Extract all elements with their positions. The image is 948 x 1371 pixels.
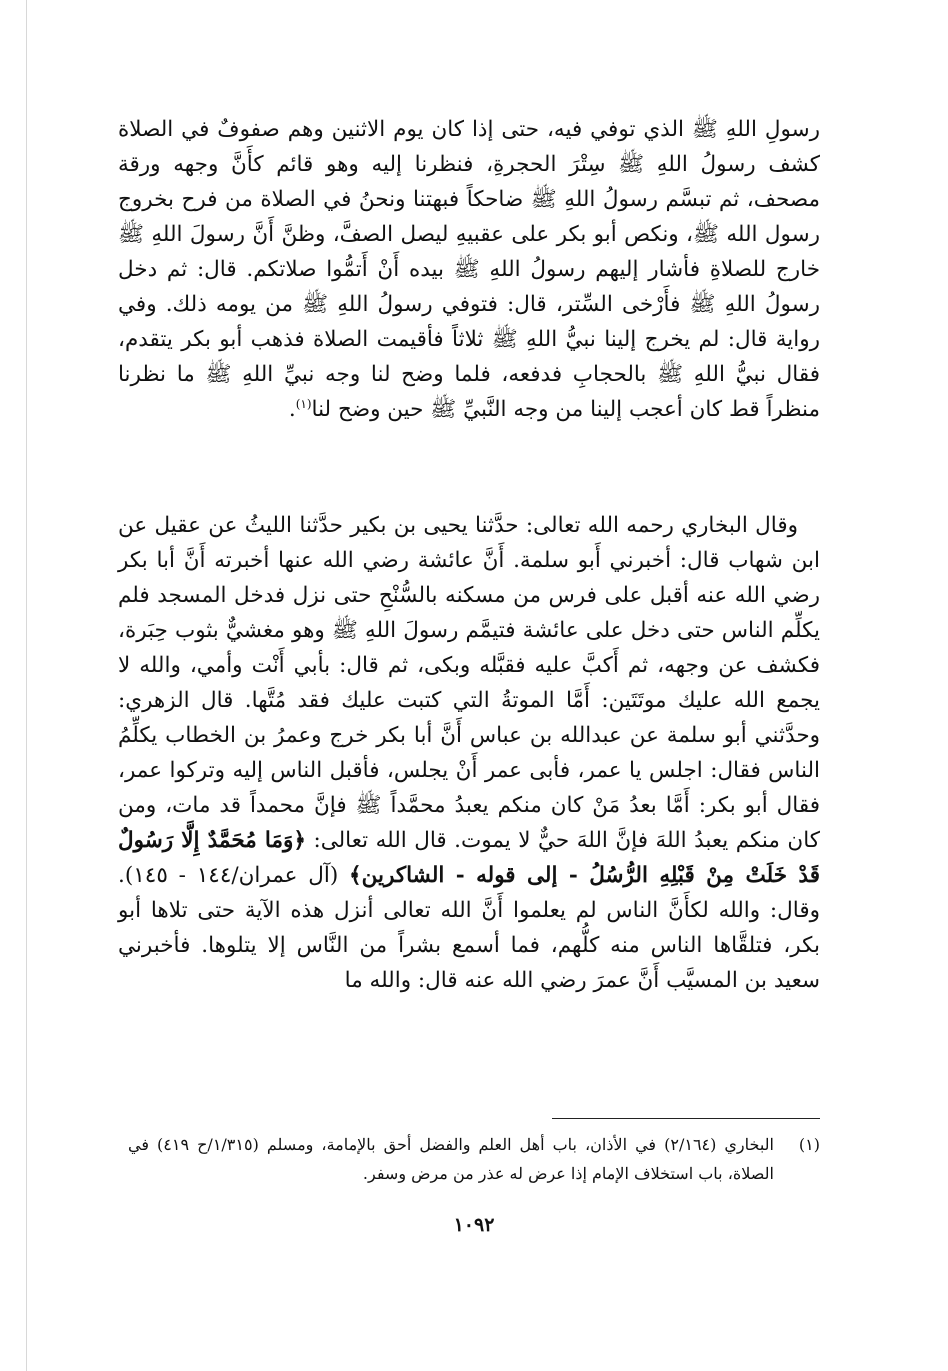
footnote [128,1130,820,1188]
paragraph-text [118,508,820,998]
paragraph-body-continued: (آل عمران/١٤٤ - ١٤٥). وقال: والله لكأَنَّ الناس لم يعلموا أَنَّ الله تعالى أنزل هذه الآية حتى تلاها أبو بكر، فتلقَّاها الناس منه كلُّهم، فما أسمع بشراً من النَّاس إلا يتلوها. فأخبرني سعيد بن المسيَّب أَنَّ عمرَ رضي الله عنه قال: والله ما [118,863,820,993]
footnote-text: البخاري (٢/١٦٤) في الأذان، باب أهل العلم والفضل أحق بالإمامة، ومسلم (١/٣١٥/ح ٤١٩) في الصلاة، باب استخلاف الإمام إذا عرض له عذر من مرض وسفر. [128,1135,775,1183]
quran-verse: ﴿وَمَا مُحَمَّدٌ إِلَّا رَسُولٌ قَدْ خَلَتْ مِنْ قَبْلِهِ الرُّسُلُ - إلى قوله - الشاكرين﴾ [118,828,820,888]
footnote-reference: (١) [295,396,312,411]
paragraph-bukhari-narration [118,508,820,998]
paragraph-text: رسولِ اللهِ ﷺ الذي توفي فيه، حتى إذا كان يوم الاثنين وهم صفوفٌ في الصلاة كشف رسولُ اللهِ ﷺ سِتْرَ الحجرةِ، فنظرنا إليه وهو قائم كأَنَّ وجهه ورقة مصحف، ثم تبسَّم رسولُ اللهِ ﷺ ضاحكاً فبهتنا ونحنُ في الصلاة من فرح بخروج رسول الله ﷺ، ونكص أبو بكر على عقبيهِ ليصل الصفَّ، وظنَّ أَنَّ رسولَ اللهِ ﷺ خارج للصلاةِ فأشار إليهم رسولُ اللهِ ﷺ بيده أَنْ أَتمُّوا صلاتكم. قال: ثم دخل رسولُ اللهِ ﷺ فأَرْخى السِّتر، قال: فتوفي رسولُ اللهِ ﷺ من يومه ذلك. وفي رواية قال: لم يخرج إلينا نبيُّ اللهِ ﷺ ثلاثاً فأقيمت الصلاة فذهب أبو بكر يتقدم، فقال نبيُّ اللهِ ﷺ بالحجابِ فدفعه، فلما وضح لنا وجه نبيِّ اللهِ ﷺ ما نظرنا منظراً قط كان أعجب إلينا من وجه النَّبيِّ ﷺ حين وضح لنا$^{(١)}$. [118,117,820,422]
paragraph-body: رسولِ اللهِ ﷺ الذي توفي فيه، حتى إذا كان يوم الاثنين وهم صفوفٌ في الصلاة كشف رسولُ اللهِ ﷺ سِتْرَ الحجرةِ، فنظرنا إليه وهو قائم كأَنَّ وجهه ورقة مصحف، ثم تبسَّم رسولُ اللهِ ﷺ ضاحكاً فبهتنا ونحنُ في الصلاة من فرح بخروج رسول الله ﷺ، ونكص أبو بكر على عقبيهِ ليصل الصفَّ، وظنَّ أَنَّ رسولَ اللهِ ﷺ خارج للصلاةِ فأشار إليهم رسولُ اللهِ ﷺ بيده أَنْ أَتمُّوا صلاتكم. قال: ثم دخل رسولُ اللهِ ﷺ فأَرْخى السِّتر، قال: فتوفي رسولُ اللهِ ﷺ من يومه ذلك. وفي رواية قال: لم يخرج إلينا نبيُّ اللهِ ﷺ ثلاثاً فأقيمت الصلاة فذهب أبو بكر يتقدم، فقال نبيُّ اللهِ ﷺ بالحجابِ فدفعه، فلما وضح لنا وجه نبيِّ اللهِ ﷺ ما نظرنا منظراً قط كان أعجب إلينا من وجه النَّبيِّ ﷺ حين وضح لنا [118,117,820,422]
page-number: ١٠٩٢ [453,1214,495,1236]
scan-margin-line [26,0,27,1371]
footnote-number: (١) [798,1135,820,1154]
paragraph-body: وقال البخاري رحمه الله تعالى: حدَّثنا يحيى بن بكير حدَّثنا الليثُ عن عقيل عن ابن شهاب قال: أخبرني أَبو سلمة. أَنَّ عائشة رضي الله عنها أخبرته أَنَّ أبا بكر رضي الله عنه أقبل على فرس من مسكنه بالسُّنْحِ حتى نزل فدخل المسجد فلم يكلِّم الناس حتى دخل على عائشة فتيمَّم رسولَ اللهِ ﷺ وهو مغشيٌّ بثوب حِبَرة، فكشف عن وجهه، ثم أَكبَّ عليه فقبَّله وبكى، ثم قال: بأبي أَنْت وأمي، والله لا يجمع الله عليك موتَتَين: أَمَّا الموتةُ التي كتبت عليك فقد مُتَّها. قال الزهري: وحدَّثني أبو سلمة عن عبدالله بن عباس أَنَّ أبا بكر خرج وعمرُ بن الخطاب يكلِّمُ الناس فقال: اجلس يا عمر، فأبى عمر أَنْ يجلس، فأقبل الناس إليه وتركوا عمر، فقال أبو بكر: أَمَّا بعدُ مَنْ كان منكم يعبدُ محمَّداً ﷺ فإنَّ محمداً قد مات، ومن كان منكم يعبدُ اللهَ فإنَّ اللهَ حيٌّ لا يموت. قال الله تعالى: [118,513,820,853]
paragraph-hadith-death [118,112,820,427]
footnote-separator [552,1118,820,1119]
